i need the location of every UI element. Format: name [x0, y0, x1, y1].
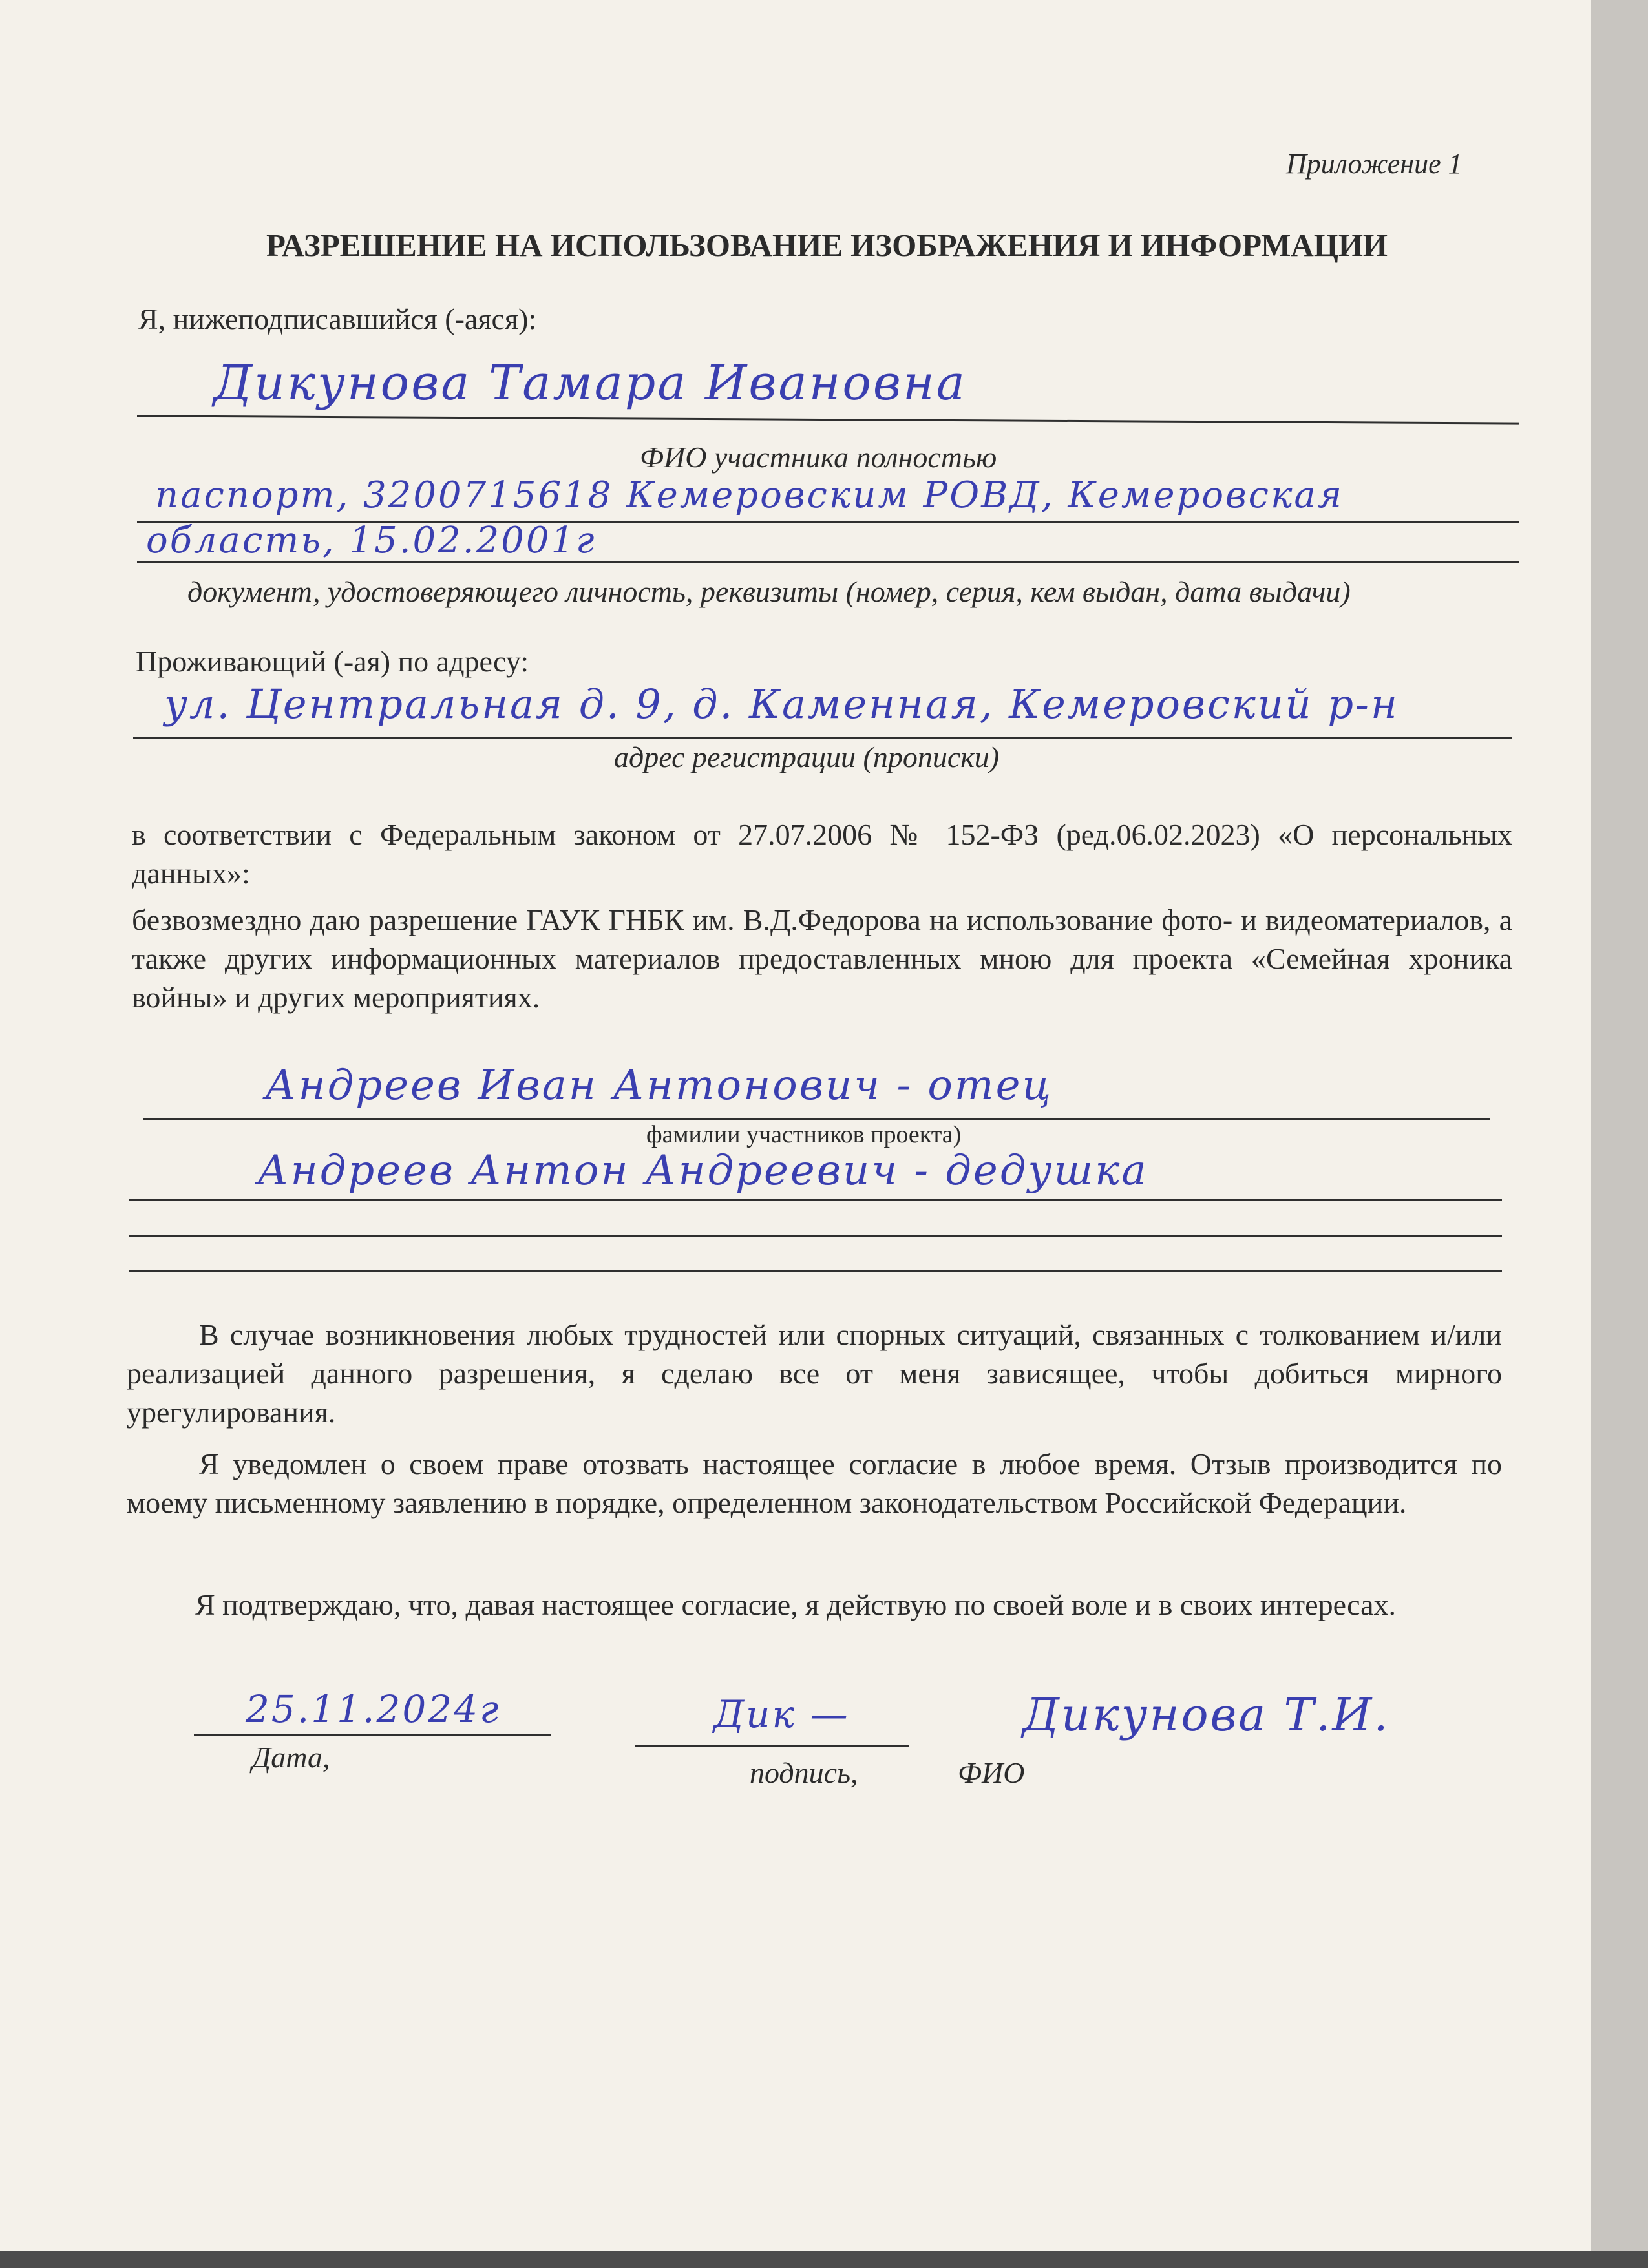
participant-line-3 [129, 1235, 1502, 1237]
scan-edge [1591, 0, 1648, 2251]
handwritten-address: ул. Центральная д. 9, д. Каменная, Кемеровский р-н [164, 680, 1399, 728]
handwritten-participant-1: Андреев Иван Антонович - отец [265, 1062, 1053, 1109]
id-document-line2 [137, 561, 1519, 563]
signature-line [635, 1745, 909, 1747]
date-line [194, 1734, 551, 1736]
handwritten-id-document-line1: паспорт, 3200715618 Кемеровским РОВД, Кемеровская [155, 474, 1344, 516]
address-label: Проживающий (-ая) по адресу: [136, 645, 529, 678]
participant-line-2 [129, 1199, 1502, 1201]
full-name-line [137, 415, 1519, 424]
participants-caption: фамилии участников проекта) [646, 1121, 962, 1148]
date-caption: Дата, [252, 1741, 330, 1774]
handwritten-full-name: Дикунова Тамара Ивановна [213, 355, 967, 411]
address-line [133, 737, 1512, 739]
disputes-paragraph: В случае возникновения любых трудностей или спорных ситуаций, связанных с толкованием и/или реализацией данного разрешения, я сделаю все от меня зависящее, чтобы добиться мирного урегулирования. [127, 1318, 1502, 1429]
scan-bottom-band [0, 2251, 1648, 2268]
address-caption: адрес регистрации (прописки) [614, 740, 1000, 773]
handwritten-signature: Дик — [713, 1692, 850, 1736]
handwritten-name: Дикунова Т.И. [1022, 1688, 1390, 1741]
annex-label: Приложение 1 [1286, 148, 1463, 180]
participant-line-1 [143, 1118, 1490, 1120]
id-document-caption: документ, удостоверяющего личность, реквизиты (номер, серия, кем выдан, дата выдачи) [187, 575, 1351, 608]
full-name-caption: ФИО участника полностью [640, 441, 997, 474]
law-paragraph: в соответствии с Федеральным законом от 27.07.2006 № 152-ФЗ (ред.06.02.2023) «О персональных данных»: [132, 818, 1512, 890]
signer-label: Я, нижеподписавшийся (-аяся): [138, 302, 537, 335]
participant-line-4 [129, 1270, 1502, 1272]
handwritten-id-document-line2: область, 15.02.2001г [146, 520, 597, 562]
permission-paragraph: безвозмездно даю разрешение ГАУК ГНБК им. В.Д.Федорова на использование фото- и видеоматериалов, а также других информационных материалов предоставленных мною для проекта «Семейная хроника войны» и других мероприятиях. [132, 903, 1512, 1014]
document-title: РАЗРЕШЕНИЕ НА ИСПОЛЬЗОВАНИЕ ИЗОБРАЖЕНИЯ И ИНФОРМАЦИИ [266, 227, 1388, 263]
free-will-paragraph: Я подтверждаю, что, давая настоящее согласие, я действую по своей воле и в своих интересах. [195, 1588, 1397, 1621]
handwritten-date: 25.11.2024г [246, 1687, 501, 1731]
handwritten-participant-2: Андреев Антон Андреевич - дедушка [257, 1147, 1148, 1195]
name-caption: ФИО [958, 1756, 1025, 1789]
signature-caption: подпись, [750, 1756, 858, 1789]
revocation-paragraph: Я уведомлен о своем праве отозвать настоящее согласие в любое время. Отзыв производится по моему письменному заявлению в порядке, определенном законодательством Российской Федерации. [127, 1447, 1502, 1519]
